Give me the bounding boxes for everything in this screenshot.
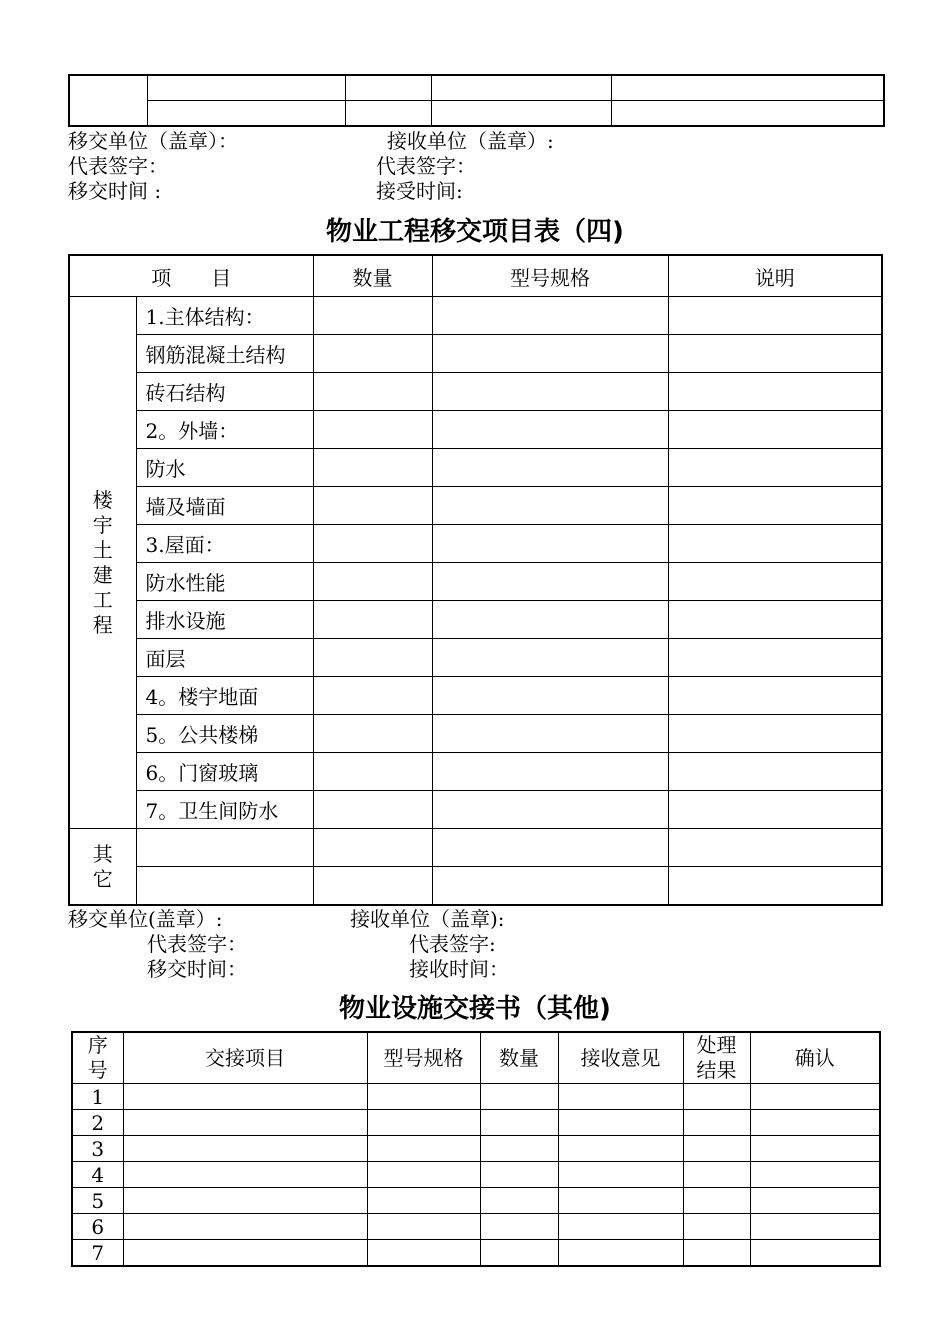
note-cell[interactable] xyxy=(668,373,882,411)
table-row xyxy=(72,1188,880,1214)
header-model: 型号规格 xyxy=(432,255,668,297)
cell[interactable] xyxy=(367,1240,480,1267)
item-label: 2。外墙： xyxy=(136,411,313,449)
note-cell[interactable] xyxy=(668,791,882,829)
receive-unit-label: 接收单位（盖章）: xyxy=(387,129,554,153)
item-label: 防水 xyxy=(136,449,313,487)
note-cell[interactable] xyxy=(668,867,882,906)
header-confirm: 确认 xyxy=(750,1032,880,1084)
note-cell[interactable] xyxy=(668,829,882,867)
cell[interactable] xyxy=(750,1240,880,1267)
header-item: 项 目 xyxy=(69,255,313,297)
cell[interactable] xyxy=(683,1084,750,1110)
qty-cell[interactable] xyxy=(313,449,432,487)
qty-cell[interactable] xyxy=(313,601,432,639)
rep-sign-left-label-2: 代表签字： xyxy=(147,932,247,956)
cell[interactable] xyxy=(123,1110,367,1136)
cell[interactable] xyxy=(750,1136,880,1162)
cell[interactable] xyxy=(123,1084,367,1110)
table-cell[interactable] xyxy=(431,75,611,101)
receive-time-label-2: 接收时间： xyxy=(409,957,509,981)
note-cell[interactable] xyxy=(668,677,882,715)
cell[interactable] xyxy=(480,1240,558,1267)
table-cell xyxy=(69,75,147,126)
qty-cell[interactable] xyxy=(313,829,432,867)
facility-handover-table xyxy=(71,1031,881,1267)
header-note: 说明 xyxy=(668,255,882,297)
transfer-unit-label-2: 移交单位(盖章）: xyxy=(68,907,223,931)
item-label: 面层 xyxy=(136,639,313,677)
seq-number: 1 xyxy=(72,1084,123,1110)
table-cell[interactable] xyxy=(345,75,431,101)
model-cell[interactable] xyxy=(432,563,668,601)
rep-sign-right-label: 代表签字： xyxy=(376,154,476,178)
engineering-transfer-table xyxy=(68,254,883,906)
item-label: 砖石结构 xyxy=(136,373,313,411)
table-cell[interactable] xyxy=(147,101,345,127)
qty-cell[interactable] xyxy=(313,639,432,677)
cell[interactable] xyxy=(683,1136,750,1162)
cell[interactable] xyxy=(750,1214,880,1240)
cell[interactable] xyxy=(123,1136,367,1162)
model-cell[interactable] xyxy=(432,487,668,525)
qty-cell[interactable] xyxy=(313,487,432,525)
cell[interactable] xyxy=(558,1214,683,1240)
note-cell[interactable] xyxy=(668,753,882,791)
note-cell[interactable] xyxy=(668,715,882,753)
qty-cell[interactable] xyxy=(313,753,432,791)
model-cell[interactable] xyxy=(432,449,668,487)
table-row xyxy=(72,1084,880,1110)
group-other: 其它 xyxy=(69,829,136,906)
cell[interactable] xyxy=(558,1084,683,1110)
rep-sign-right-label-2: 代表签字: xyxy=(409,932,496,956)
note-cell[interactable] xyxy=(668,487,882,525)
model-cell[interactable] xyxy=(432,677,668,715)
note-cell[interactable] xyxy=(668,335,882,373)
header-qty: 数量 xyxy=(480,1032,558,1084)
cell[interactable] xyxy=(558,1136,683,1162)
seq-number: 2 xyxy=(72,1110,123,1136)
item-label: 5。公共楼梯 xyxy=(136,715,313,753)
table-row xyxy=(72,1162,880,1188)
qty-cell[interactable] xyxy=(313,335,432,373)
qty-cell[interactable] xyxy=(313,867,432,906)
note-cell[interactable] xyxy=(668,411,882,449)
cell[interactable] xyxy=(683,1162,750,1188)
header-qty: 数量 xyxy=(313,255,432,297)
model-cell[interactable] xyxy=(432,411,668,449)
item-label: 防水性能 xyxy=(136,563,313,601)
cell[interactable] xyxy=(480,1188,558,1214)
item-label: 墙及墙面 xyxy=(136,487,313,525)
item-label: 7。卫生间防水 xyxy=(136,791,313,829)
table-cell[interactable] xyxy=(431,101,611,127)
table-cell[interactable] xyxy=(345,101,431,127)
seq-number: 7 xyxy=(72,1240,123,1267)
item-label: 4。楼宇地面 xyxy=(136,677,313,715)
model-cell[interactable] xyxy=(432,639,668,677)
table-cell[interactable] xyxy=(147,75,345,101)
transfer-time-label: 移交时间 : xyxy=(68,179,162,203)
header-model: 型号规格 xyxy=(367,1032,480,1084)
item-label: 排水设施 xyxy=(136,601,313,639)
note-cell[interactable] xyxy=(668,563,882,601)
table-row xyxy=(72,1214,880,1240)
model-cell[interactable] xyxy=(432,867,668,906)
cell[interactable] xyxy=(480,1162,558,1188)
qty-cell[interactable] xyxy=(313,677,432,715)
cell[interactable] xyxy=(123,1162,367,1188)
cell[interactable] xyxy=(123,1240,367,1267)
cell[interactable] xyxy=(683,1188,750,1214)
item-label: 3.屋面： xyxy=(136,525,313,563)
model-cell[interactable] xyxy=(432,753,668,791)
note-cell[interactable] xyxy=(668,297,882,335)
qty-cell[interactable] xyxy=(313,715,432,753)
seq-number: 5 xyxy=(72,1188,123,1214)
item-cell[interactable] xyxy=(136,867,313,906)
model-cell[interactable] xyxy=(432,829,668,867)
qty-cell[interactable] xyxy=(313,297,432,335)
seq-number: 3 xyxy=(72,1136,123,1162)
cell[interactable] xyxy=(367,1084,480,1110)
header-seq: 序号 xyxy=(72,1032,123,1084)
cell[interactable] xyxy=(683,1214,750,1240)
table-row xyxy=(72,1240,880,1267)
cell[interactable] xyxy=(750,1110,880,1136)
cell[interactable] xyxy=(367,1188,480,1214)
qty-cell[interactable] xyxy=(313,373,432,411)
accept-time-label: 接受时间: xyxy=(376,179,463,203)
model-cell[interactable] xyxy=(432,525,668,563)
note-cell[interactable] xyxy=(668,449,882,487)
cell[interactable] xyxy=(480,1110,558,1136)
header-item: 交接项目 xyxy=(123,1032,367,1084)
note-cell[interactable] xyxy=(668,639,882,677)
cell[interactable] xyxy=(123,1188,367,1214)
table-cell[interactable] xyxy=(611,101,884,127)
model-cell[interactable] xyxy=(432,297,668,335)
cell[interactable] xyxy=(750,1162,880,1188)
model-cell[interactable] xyxy=(432,335,668,373)
cell[interactable] xyxy=(123,1214,367,1240)
header-opinion: 接收意见 xyxy=(558,1032,683,1084)
cell[interactable] xyxy=(558,1188,683,1214)
cell[interactable] xyxy=(480,1136,558,1162)
header-result: 处理结果 xyxy=(683,1032,750,1084)
qty-cell[interactable] xyxy=(313,563,432,601)
item-cell[interactable] xyxy=(136,829,313,867)
item-label: 6。门窗玻璃 xyxy=(136,753,313,791)
cell[interactable] xyxy=(558,1110,683,1136)
cell[interactable] xyxy=(367,1136,480,1162)
model-cell[interactable] xyxy=(432,373,668,411)
model-cell[interactable] xyxy=(432,791,668,829)
table-cell[interactable] xyxy=(611,75,884,101)
receive-unit-label-2: 接收单位（盖章): xyxy=(350,907,505,931)
cell[interactable] xyxy=(683,1240,750,1267)
qty-cell[interactable] xyxy=(313,525,432,563)
cell[interactable] xyxy=(367,1110,480,1136)
cell[interactable] xyxy=(367,1162,480,1188)
note-cell[interactable] xyxy=(668,601,882,639)
qty-cell[interactable] xyxy=(313,791,432,829)
group-civil-engineering: 楼宇土建工程 xyxy=(69,297,136,829)
item-label: 钢筋混凝土结构 xyxy=(136,335,313,373)
model-cell[interactable] xyxy=(432,601,668,639)
rep-sign-left-label: 代表签字： xyxy=(68,154,168,178)
seq-number: 6 xyxy=(72,1214,123,1240)
qty-cell[interactable] xyxy=(313,411,432,449)
table4-title: 物业工程移交项目表（四) xyxy=(326,217,624,247)
item-label: 1.主体结构： xyxy=(136,297,313,335)
cell[interactable] xyxy=(750,1188,880,1214)
handover-title: 物业设施交接书（其他) xyxy=(339,994,611,1024)
previous-table-tail xyxy=(68,74,885,127)
cell[interactable] xyxy=(480,1214,558,1240)
transfer-time-label-2: 移交时间： xyxy=(147,957,247,981)
seq-number: 4 xyxy=(72,1162,123,1188)
cell[interactable] xyxy=(750,1084,880,1110)
cell[interactable] xyxy=(558,1240,683,1267)
cell[interactable] xyxy=(683,1110,750,1136)
table-row xyxy=(72,1110,880,1136)
transfer-unit-label: 移交单位（盖章）： xyxy=(68,129,238,153)
note-cell[interactable] xyxy=(668,525,882,563)
cell[interactable] xyxy=(480,1084,558,1110)
cell[interactable] xyxy=(558,1162,683,1188)
cell[interactable] xyxy=(367,1214,480,1240)
table-row xyxy=(72,1136,880,1162)
model-cell[interactable] xyxy=(432,715,668,753)
